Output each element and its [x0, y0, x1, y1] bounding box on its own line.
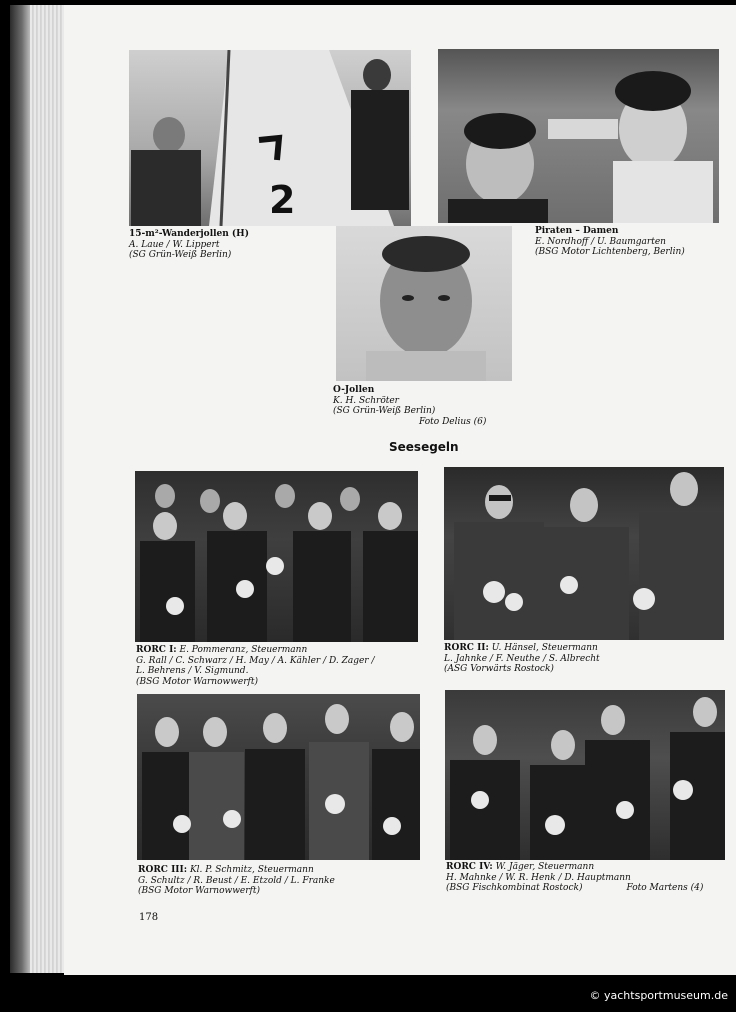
caption-wanderjollen: [129, 229, 249, 261]
caption-label: RORC III:: [138, 865, 188, 875]
caption-crew: A. Laue / W. Lippert: [129, 239, 220, 250]
caption-line: (ASG Vorwärts Rostock): [444, 664, 554, 674]
caption-title: 15-m²-Wanderjollen (H): [129, 229, 249, 239]
group-illustration: [445, 690, 725, 860]
photo-rorc-2: [444, 467, 724, 640]
caption-label: RORC II:: [444, 643, 489, 653]
caption-line: (BSG Motor Warnowwerft): [138, 886, 261, 896]
caption-title: Piraten – Damen: [535, 226, 619, 236]
caption-title: O-Jollen: [333, 385, 375, 395]
photo-wanderjollen: [129, 50, 411, 226]
section-heading: Seesegeln: [389, 440, 459, 454]
portrait-illustration: [438, 49, 719, 223]
page-number: 178: [139, 912, 159, 923]
photo-credit: Foto Delius (6): [419, 416, 487, 427]
caption-line: L. Jahnke / F. Neuthe / S. Albrecht: [444, 653, 600, 664]
caption-label: RORC IV:: [446, 862, 493, 872]
photo-ojollen: [336, 226, 512, 381]
group-illustration: [137, 694, 420, 860]
caption-crew: E. Nordhoff / U. Baumgarten: [535, 236, 666, 247]
sail-number: 2: [269, 178, 296, 222]
group-illustration: [135, 471, 418, 642]
caption-rorc-2: [444, 643, 600, 675]
caption-label: RORC I:: [136, 645, 177, 655]
photo-rorc-4: [445, 690, 725, 860]
caption-rorc-4: [446, 862, 703, 894]
caption-club: (SG Grün-Weiß Berlin): [129, 250, 232, 260]
caption-line: Kl. P. Schmitz, Steuermann: [189, 865, 314, 875]
caption-club: (SG Grün-Weiß Berlin): [333, 406, 436, 416]
photo-rorc-1: [135, 471, 418, 642]
photo-piraten-damen: [438, 49, 719, 223]
caption-line: U. Hänsel, Steuermann: [491, 643, 598, 653]
caption-line: E. Pommeranz, Steuermann: [179, 645, 308, 655]
caption-line: L. Behrens / V. Sigmund.: [136, 666, 249, 676]
caption-line: H. Mahnke / W. R. Henk / D. Hauptmann: [446, 872, 631, 883]
caption-line: W. Jäger, Steuermann: [495, 862, 595, 872]
caption-rorc-1: [136, 645, 374, 687]
photo-rorc-3: [137, 694, 420, 860]
portrait-illustration: [336, 226, 512, 381]
caption-rorc-3: [138, 865, 335, 897]
caption-line: (BSG Motor Warnowwerft): [136, 676, 259, 687]
photo-credit: Foto Martens (4): [626, 883, 704, 893]
caption-line: G. Rall / C. Schwarz / H. May / A. Kähler / D. Zager /: [136, 655, 375, 666]
caption-line: (BSG Fischkombinat Rostock): [446, 883, 583, 893]
caption-crew: K. H. Schröter: [333, 395, 399, 406]
group-illustration: [444, 467, 724, 640]
caption-piraten: [535, 226, 685, 258]
caption-ojollen: [333, 385, 486, 427]
caption-club: (BSG Motor Lichtenberg, Berlin): [535, 247, 685, 257]
watermark: © yachtsportmuseum.de: [589, 989, 728, 1002]
caption-line: G. Schultz / R. Beust / E. Etzold / L. Franke: [138, 875, 335, 886]
